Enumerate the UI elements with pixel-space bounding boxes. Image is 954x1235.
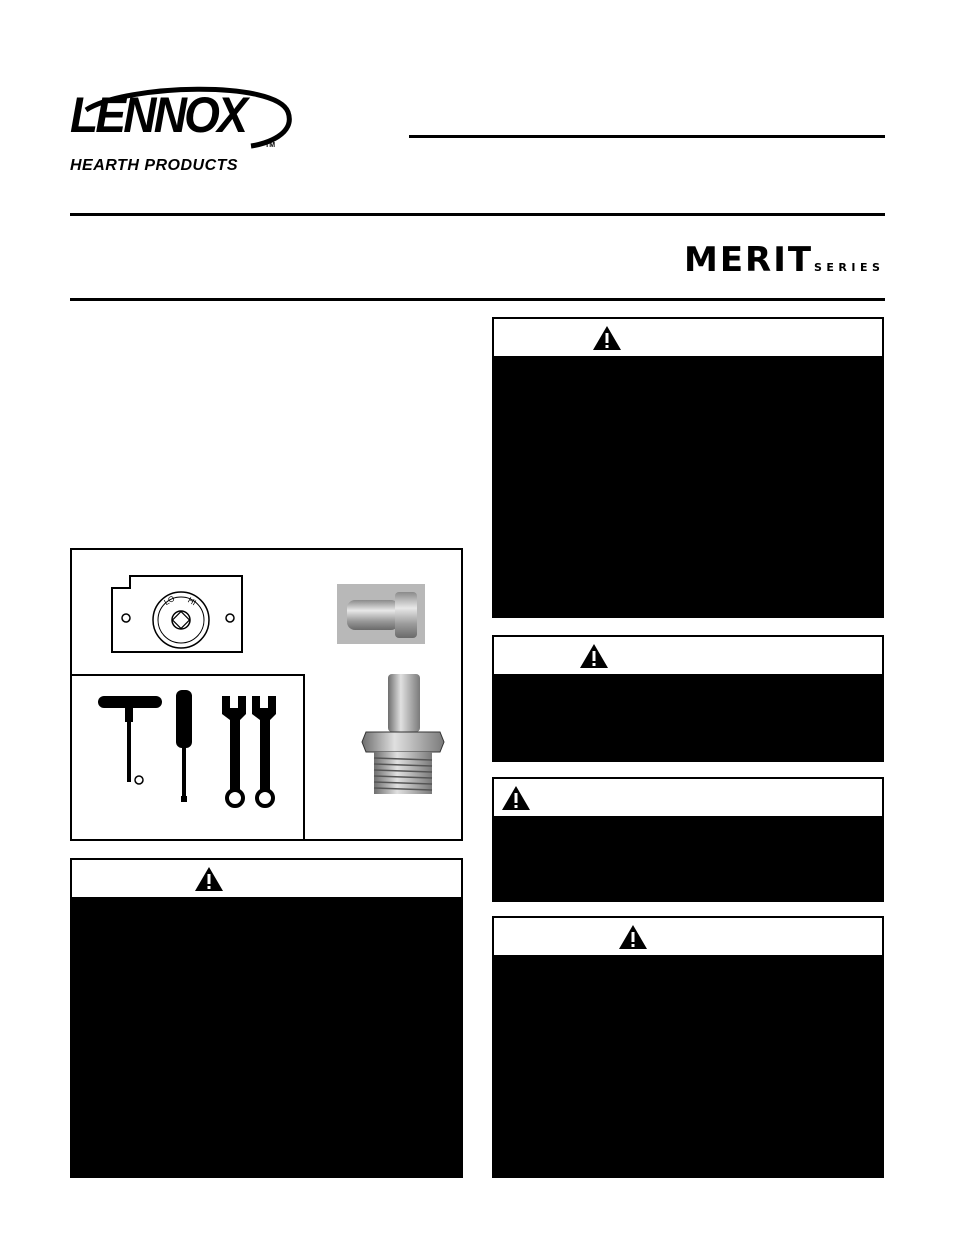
parts-figure — [70, 548, 463, 841]
logo-trademark: TM — [265, 142, 276, 149]
warning-box-3 — [492, 777, 884, 902]
warning-box-5 — [70, 858, 463, 1178]
header-rule-bottom — [70, 298, 885, 301]
logo-wordmark: LENNOX — [70, 87, 246, 143]
warning-header-5 — [72, 860, 461, 899]
warning-header-1 — [494, 319, 882, 358]
warning-header-2 — [494, 637, 882, 676]
warning-triangle-icon — [618, 924, 648, 950]
t-handle-wrench-icon — [94, 694, 164, 790]
screwdriver-icon — [172, 688, 196, 806]
warning-triangle-icon — [501, 785, 531, 811]
warning-box-2 — [492, 635, 884, 762]
warning-header-4 — [494, 918, 882, 957]
open-end-wrench-icon — [218, 692, 252, 812]
knob-label-hi: HI — [186, 595, 198, 608]
warning-triangle-icon — [194, 866, 224, 892]
logo-subtitle: HEARTH PRODUCTS — [70, 157, 239, 174]
warning-triangle-icon — [579, 643, 609, 669]
warning-box-4 — [492, 916, 884, 1178]
pipe-fitting-icon — [360, 672, 446, 800]
product-title: MERIT — [684, 240, 814, 280]
warning-box-1 — [492, 317, 884, 618]
header-rule-top — [70, 213, 885, 216]
open-end-wrench-icon-2 — [248, 692, 282, 812]
valve-plate-icon — [108, 572, 248, 658]
warning-header-3 — [494, 779, 882, 818]
product-series: SERIES — [814, 261, 885, 274]
header-rule-short — [409, 135, 885, 138]
knob-label-lo: LO — [162, 593, 177, 608]
warning-triangle-icon — [592, 325, 622, 351]
orifice-cap-icon — [337, 584, 427, 646]
